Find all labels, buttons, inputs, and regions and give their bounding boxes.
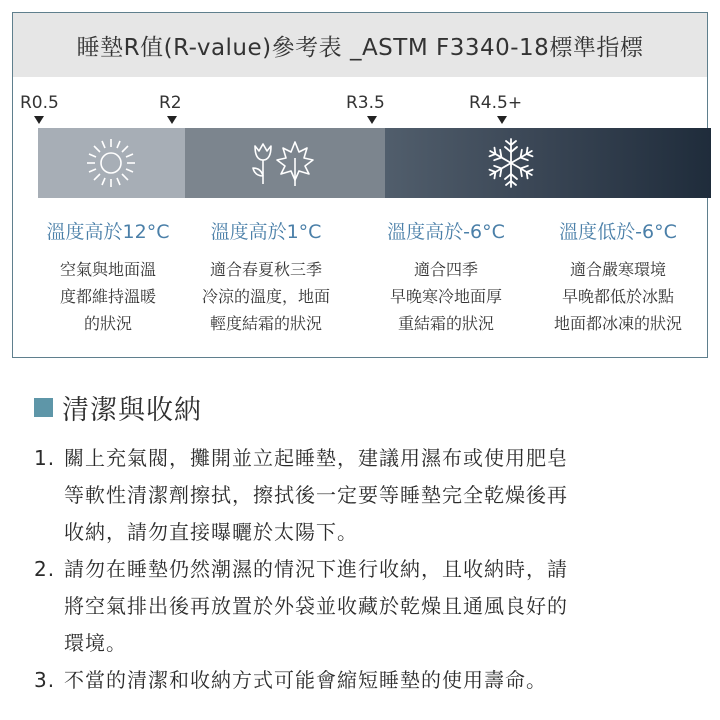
marker-r0-5: R0.5 [20, 93, 59, 113]
temp-label: 溫度高於1°C [210, 221, 322, 243]
desc-line: 早晚都低於冰點 [561, 287, 674, 306]
range-description [23, 256, 193, 337]
item-text [64, 440, 694, 551]
range-column-2 [181, 217, 351, 337]
desc-line: 適合嚴寒環境 [569, 260, 666, 279]
snowflake-icon [483, 135, 539, 191]
desc-line: 輕度結霜的狀況 [209, 314, 322, 333]
item-text [64, 551, 694, 662]
temp-label: 溫度低於-6°C [559, 221, 677, 243]
range-column-3 [361, 217, 531, 337]
desc-line: 早晚寒冷地面厚 [389, 287, 502, 306]
item-line: 收納，請勿直接曝曬於太陽下。 [64, 520, 358, 544]
range-column-1 [23, 217, 193, 337]
item-number: 1. [34, 446, 56, 470]
band-mild [185, 128, 385, 198]
desc-line: 適合四季 [413, 260, 478, 279]
flower-leaf-icon [247, 138, 317, 190]
desc-line: 冷涼的溫度，地面 [201, 287, 330, 306]
marker-arrow-r3-5 [367, 116, 377, 124]
list-item [34, 440, 694, 551]
item-text [64, 662, 694, 699]
marker-r2: R2 [159, 93, 182, 113]
range-description [361, 256, 531, 337]
range-column-4 [533, 217, 703, 337]
desc-line: 地面都冰凍的狀況 [553, 314, 682, 333]
chart-title: 睡墊R值(R-value)參考表 _ASTM F3340-18標準指標 [13, 13, 707, 77]
temp-label: 溫度高於-6°C [387, 221, 505, 243]
list-item [34, 551, 694, 662]
item-line: 將空氣排出後再放置於外袋並收藏於乾燥且通風良好的 [64, 594, 568, 618]
marker-arrow-r4-5-plus [497, 116, 507, 124]
item-line: 環境。 [64, 631, 127, 655]
desc-line: 重結霜的狀況 [397, 314, 494, 333]
marker-r4-5-plus: R4.5+ [469, 93, 523, 113]
list-item [34, 662, 694, 699]
item-line: 關上充氣閥，攤開並立起睡墊，建議用濕布或使用肥皂 [64, 446, 568, 470]
sun-icon [83, 135, 139, 191]
range-description [181, 256, 351, 337]
marker-arrow-r2 [167, 116, 177, 124]
band-cold [385, 128, 711, 198]
instruction-list [34, 440, 694, 699]
section-heading [34, 388, 202, 427]
item-number: 3. [34, 668, 56, 692]
desc-line: 的狀況 [83, 314, 132, 333]
r-value-chart-panel [12, 12, 708, 358]
desc-line: 度都維持溫暖 [59, 287, 156, 306]
item-line: 請勿在睡墊仍然潮濕的情況下進行收納，且收納時，請 [64, 557, 568, 581]
marker-arrow-r0-5 [34, 116, 44, 124]
square-bullet-icon [34, 398, 53, 417]
item-line: 等軟性清潔劑擦拭，擦拭後一定要等睡墊完全乾燥後再 [64, 483, 568, 507]
range-description [533, 256, 703, 337]
temp-label: 溫度高於12°C [46, 221, 170, 243]
item-line: 不當的清潔和收納方式可能會縮短睡墊的使用壽命。 [64, 668, 547, 692]
marker-r3-5: R3.5 [346, 93, 385, 113]
desc-line: 空氣與地面溫 [59, 260, 156, 279]
desc-line: 適合春夏秋三季 [209, 260, 322, 279]
section-title: 清潔與收納 [62, 395, 202, 426]
item-number: 2. [34, 557, 56, 581]
band-warm [38, 128, 185, 198]
